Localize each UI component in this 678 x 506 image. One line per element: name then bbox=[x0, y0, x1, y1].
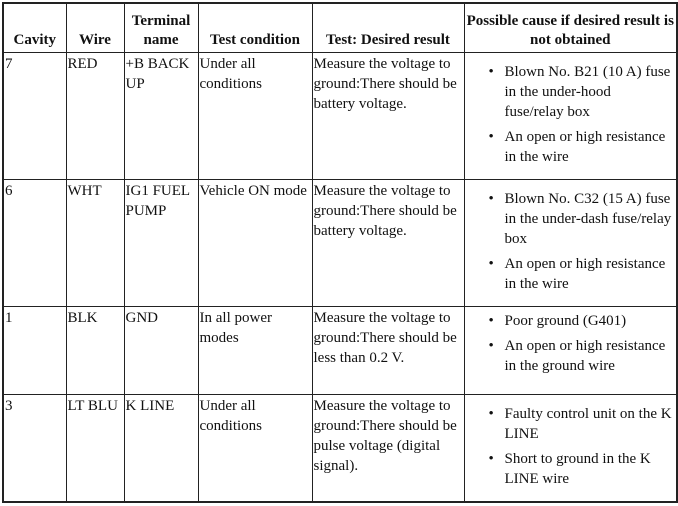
table-row bbox=[3, 395, 677, 503]
cause-item: • Blown No. B21 (10 A) fuse in the under-hood fuse/relay box bbox=[505, 62, 673, 122]
cause-item: • An open or high resistance in the wire bbox=[505, 254, 673, 294]
result-cell: Measure the voltage to ground:There should be battery voltage. bbox=[312, 53, 464, 180]
cause-item: • Short to ground in the K LINE wire bbox=[505, 449, 673, 489]
causes-list bbox=[465, 189, 677, 294]
wire-cell: BLK bbox=[66, 307, 124, 395]
connector-test-table bbox=[2, 2, 678, 503]
causes-list bbox=[465, 404, 677, 489]
causes-cell bbox=[464, 307, 677, 395]
header-wire: Wire bbox=[66, 3, 124, 53]
result-cell: Measure the voltage to ground:There should be pulse voltage (digital signal). bbox=[312, 395, 464, 503]
header-cavity: Cavity bbox=[3, 3, 66, 53]
terminal-cell: GND bbox=[124, 307, 198, 395]
causes-cell bbox=[464, 53, 677, 180]
cause-item: • An open or high resistance in the ground wire bbox=[505, 336, 673, 376]
table-row bbox=[3, 180, 677, 307]
wire-cell: WHT bbox=[66, 180, 124, 307]
cavity-cell: 3 bbox=[3, 395, 66, 503]
result-cell: Measure the voltage to ground:There should be battery voltage. bbox=[312, 180, 464, 307]
table-header-row bbox=[3, 3, 677, 53]
terminal-cell: +B BACK UP bbox=[124, 53, 198, 180]
condition-cell: In all power modes bbox=[198, 307, 312, 395]
cause-item: • Blown No. C32 (15 A) fuse in the under-dash fuse/relay box bbox=[505, 189, 673, 249]
wire-cell: LT BLU bbox=[66, 395, 124, 503]
header-desired-result: Test: Desired result bbox=[312, 3, 464, 53]
causes-list bbox=[465, 62, 677, 167]
cause-item: • An open or high resistance in the wire bbox=[505, 127, 673, 167]
header-terminal-name: Terminal name bbox=[124, 3, 198, 53]
result-cell: Measure the voltage to ground:There should be less than 0.2 V. bbox=[312, 307, 464, 395]
causes-cell bbox=[464, 395, 677, 503]
table-row bbox=[3, 307, 677, 395]
cavity-cell: 7 bbox=[3, 53, 66, 180]
cavity-cell: 1 bbox=[3, 307, 66, 395]
header-possible-cause: Possible cause if desired result is not obtained bbox=[464, 3, 677, 53]
cause-item: • Faulty control unit on the K LINE bbox=[505, 404, 673, 444]
terminal-cell: K LINE bbox=[124, 395, 198, 503]
condition-cell: Under all conditions bbox=[198, 395, 312, 503]
table-row bbox=[3, 53, 677, 180]
causes-list bbox=[465, 311, 677, 376]
cavity-cell: 6 bbox=[3, 180, 66, 307]
terminal-cell: IG1 FUEL PUMP bbox=[124, 180, 198, 307]
wire-cell: RED bbox=[66, 53, 124, 180]
causes-cell bbox=[464, 180, 677, 307]
condition-cell: Under all conditions bbox=[198, 53, 312, 180]
cause-item: • Poor ground (G401) bbox=[505, 311, 673, 331]
condition-cell: Vehicle ON mode bbox=[198, 180, 312, 307]
header-test-condition: Test condition bbox=[198, 3, 312, 53]
